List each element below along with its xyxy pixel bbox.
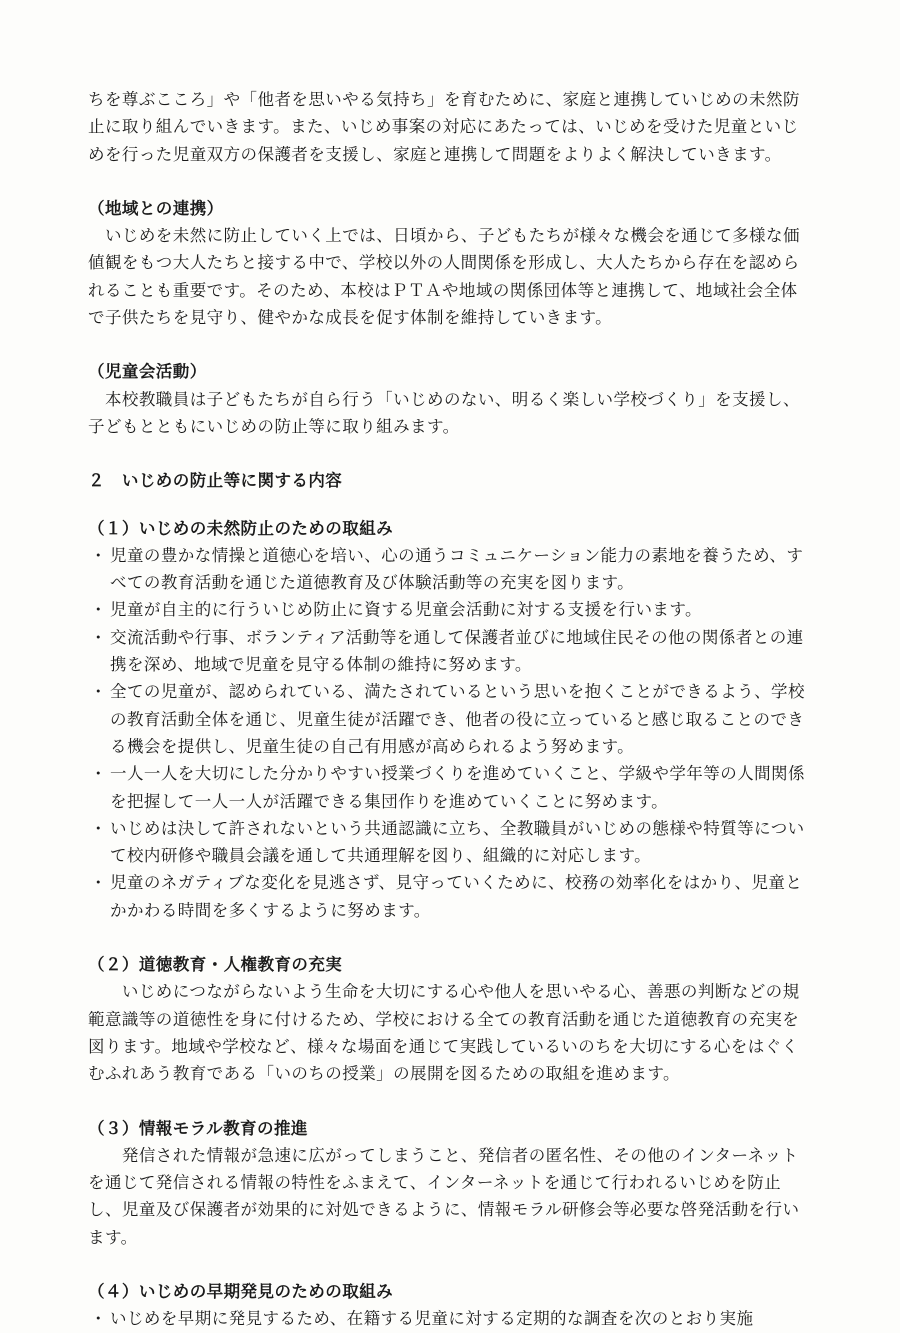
info-moral-paragraph: 発信された情報が急速に広がってしまうこと、発信者の匿名性、その他のインターネットを通じて発信される情報の特性をふまえて、インターネットを通じて行われるいじめを防止し、児童及び保護者が効果的に対処できるように、情報モラル研修会等必要な啓発活動を行います。	[88, 1145, 800, 1247]
list-item: ・ いじめは決して許されないという共通認識に立ち、全教職員がいじめの態様や特質等について校内研修や職員会議を通して共通理解を図り、組織的に対応します。	[88, 815, 810, 870]
community-paragraph: いじめを未然に防止していく上では、日頃から、子どもたちが様々な機会を通じて多様な価値観をもつ大人たちと接する中で、学校以外の人間関係を形成し、大人たちから存在を認められることも重要です。そのため、本校はＰＴＡや地域の関係団体等と連携して、地域社会全体で子供たちを見守り、健やかな成長を促す体制を維持していきます。	[88, 226, 800, 328]
list-item: ・ 交流活動や行事、ボランティア活動等を通して保護者並びに地域住民その他の関係者との連携を深め、地域で児童を見守る体制の維持に努めます。	[88, 624, 810, 679]
bullet-mark: ・	[90, 545, 107, 565]
list-item: ・ 児童が自主的に行ういじめ防止に資する児童会活動に対する支援を行います。	[88, 596, 810, 623]
list-item: ・ 児童のネガティブな変化を見逃さず、見守っていくために、校務の効率化をはかり、児童とかかわる時間を多くするように努めます。	[88, 869, 810, 924]
early-detection-list	[88, 1305, 810, 1332]
student-council-paragraph: 本校教職員は子どもたちが自ら行う「いじめのない、明るく楽しい学校づくり」を支援し、子どもとともにいじめの防止等に取り組みます。	[88, 389, 800, 436]
heading-community: （地域との連携）	[88, 198, 224, 218]
list-item: ・ 全ての児童が、認められている、満たされているという思いを抱くことができるよう、学校の教育活動全体を通じ、児童生徒が活躍でき、他者の役に立っていると感じ取ることのできる機会を提供し、児童生徒の自己有用感が高められるよう努めます。	[88, 678, 810, 760]
moral-education-paragraph: いじめにつながらないよう生命を大切にする心や他人を思いやる心、善悪の判断などの規範意識等の道徳性を身に付けるため、学校における全ての教育活動を通じた道徳教育の充実を図ります。地域や学校など、様々な場面を通じて実践しているいのちを大切にする心をはぐくむふれあう教育である「いのちの授業」の展開を図るための取組を進めます。	[88, 982, 800, 1084]
section-2-4-heading: （４）いじめの早期発見のための取組み	[88, 1281, 394, 1301]
bullet-mark: ・	[90, 764, 107, 784]
heading-student-council: （児童会活動）	[88, 362, 207, 382]
bullet-mark: ・	[90, 1309, 107, 1329]
section-2-3-heading: （３）情報モラル教育の推進	[88, 1118, 308, 1138]
intro-paragraph: ちを尊ぶこころ」や「他者を思いやる気持ち」を育むために、家庭と連携していじめの未然防止に取り組んでいきます。また、いじめ事案の対応にあたっては、いじめを受けた児童といじめを行った児童双方の保護者を支援し、家庭と連携して問題をよりよく解決していきます。	[88, 90, 800, 164]
section-2-1-heading: （１）いじめの未然防止のための取組み	[88, 518, 394, 538]
bullet-mark: ・	[90, 600, 107, 620]
bullet-mark: ・	[90, 682, 107, 702]
list-item: ・ 一人一人を大切にした分かりやすい授業づくりを進めていくこと、学級や学年等の人間関係を把握して一人一人が活躍できる集団作りを進めていくことに努めます。	[88, 760, 810, 815]
bullet-mark: ・	[90, 873, 107, 893]
section-2-2-heading: （２）道徳教育・人権教育の充実	[88, 955, 343, 975]
list-item: ・ 児童の豊かな情操と道徳心を培い、心の通うコミュニケーション能力の素地を養うため、すべての教育活動を通じた道徳教育及び体験活動等の充実を図ります。	[88, 542, 810, 597]
bullet-mark: ・	[90, 818, 107, 838]
prevention-list	[88, 542, 810, 924]
list-item: ・ いじめを早期に発見するため、在籍する児童に対する定期的な調査を次のとおり実施	[88, 1305, 810, 1332]
section-2-heading: ２ いじめの防止等に関する内容	[88, 471, 343, 491]
bullet-mark: ・	[90, 627, 107, 647]
